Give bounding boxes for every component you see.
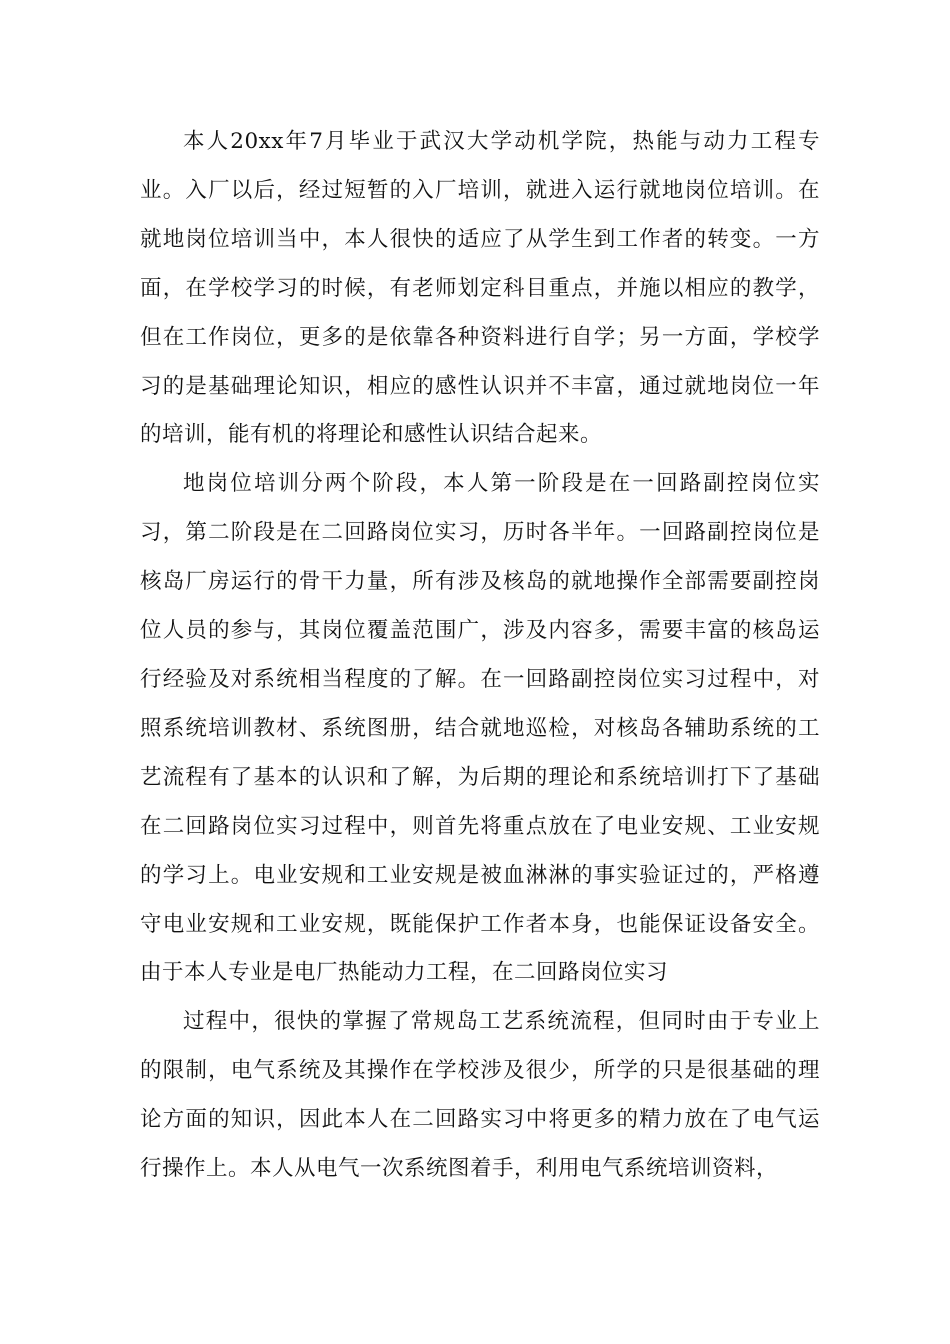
- paragraph-1: 本人20xx年7月毕业于武汉大学动机学院，热能与动力工程专业。入厂以后，经过短暂的入厂培训，就进入运行就地岗位培训。在就地岗位培训当中，本人很快的适应了从学生到工作者的转变。一方面，在学校学习的时候，有老师划定科目重点，并施以相应的教学，但在工作岗位，更多的是依靠各种资料进行自学；另一方面，学校学习的是基础理论知识，相应的感性认识并不丰富，通过就地岗位一年的培训，能有机的将理论和感性认识结合起来。: [140, 129, 820, 448]
- paragraph-2: 地岗位培训分两个阶段，本人第一阶段是在一回路副控岗位实习，第二阶段是在二回路岗位实习，历时各半年。一回路副控岗位是核岛厂房运行的骨干力量，所有涉及核岛的就地操作全部需要副控岗位人员的参与，其岗位覆盖范围广，涉及内容多，需要丰富的核岛运行经验及对系统相当程度的了解。在一回路副控岗位实习过程中，对照系统培训教材、系统图册，结合就地巡检，对核岛各辅助系统的工艺流程有了基本的认识和了解，为后期的理论和系统培训打下了基础在二回路岗位实习过程中，则首先将重点放在了电业安规、工业安规的学习上。电业安规和工业安规是被血淋淋的事实验证过的，严格遵守电业安规和工业安规，既能保护工作者本身，也能保证设备安全。由于本人专业是电厂热能动力工程，在二回路岗位实习: [140, 471, 820, 986]
- document-body: [140, 118, 820, 1194]
- paragraph-3: 过程中，很快的掌握了常规岛工艺系统流程，但同时由于专业上的限制，电气系统及其操作在学校涉及很少，所学的只是很基础的理论方面的知识，因此本人在二回路实习中将更多的精力放在了电气运行操作上。本人从电气一次系统图着手，利用电气系统培训资料，: [140, 1009, 820, 1182]
